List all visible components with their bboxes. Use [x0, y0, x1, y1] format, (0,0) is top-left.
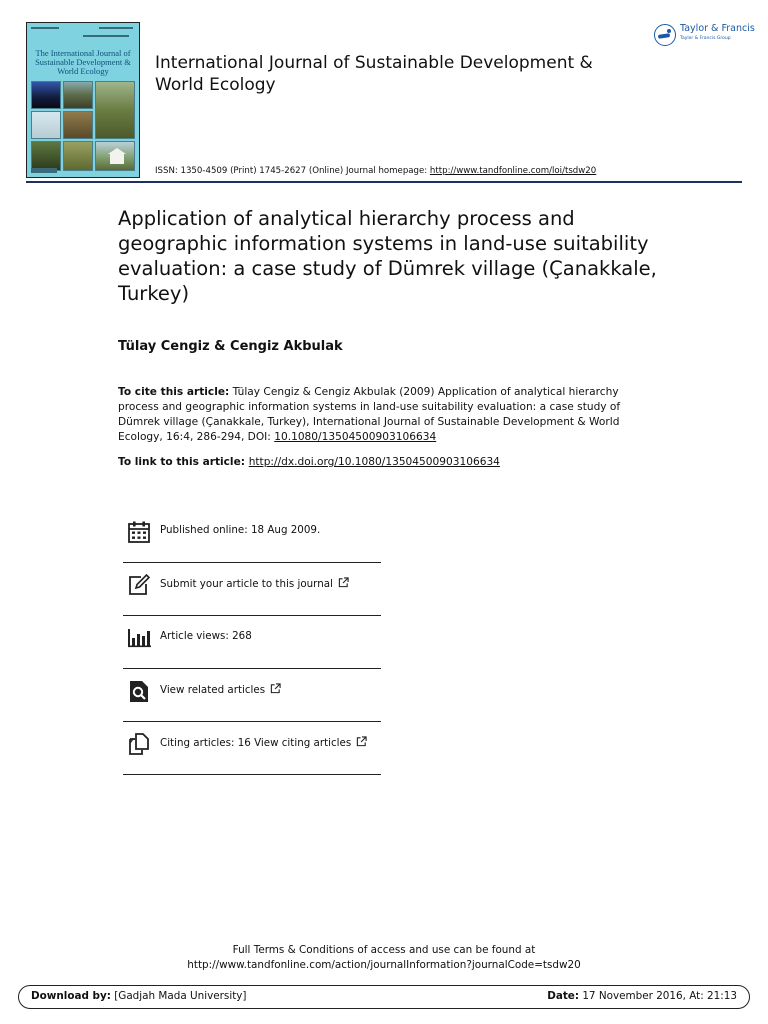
header-divider: [26, 181, 742, 183]
cover-decoration: [83, 35, 129, 37]
journal-cover-image: [26, 22, 140, 178]
download-value: [Gadjah Mada University]: [110, 990, 247, 1002]
related-articles-link[interactable]: [160, 683, 281, 696]
external-link-icon: [356, 736, 367, 747]
download-by: [31, 990, 247, 1002]
cover-photo: [31, 141, 61, 171]
article-title: Application of analytical hierarchy process and geographic information systems in land-use suitability evaluation: a case study of Dümrek village (Çanakkale, Turkey): [118, 207, 657, 305]
cite-label: To cite this article:: [118, 386, 230, 398]
cover-photo: [31, 111, 61, 139]
external-link-icon: [338, 577, 349, 588]
external-link-icon: [270, 683, 281, 694]
download-label: Download by:: [31, 990, 111, 1002]
hut-graphic: [110, 154, 124, 164]
cover-publisher-mark: [31, 168, 57, 173]
cover-photo: [63, 141, 93, 171]
cover-decoration: [31, 27, 59, 29]
submit-article-link[interactable]: [160, 577, 349, 590]
cover-photo: [31, 81, 61, 109]
published-online-item: [123, 510, 381, 563]
doi-link[interactable]: 10.1080/13504500903106634: [274, 431, 437, 443]
published-online-text: Published online: 18 Aug 2009.: [160, 524, 321, 536]
related-articles-label: View related articles: [160, 684, 266, 696]
cover-photo: [95, 141, 135, 171]
taylor-francis-logo-icon: [654, 24, 676, 46]
cover-photo: [95, 81, 135, 139]
submit-article-item[interactable]: [123, 563, 381, 616]
issn-line: [155, 166, 596, 176]
link-label: To link to this article:: [118, 456, 249, 468]
date-label: Date:: [547, 990, 580, 1002]
search-document-icon: [127, 679, 151, 703]
edit-icon: [127, 573, 151, 597]
article-authors: Tülay Cengiz & Cengiz Akbulak: [118, 339, 343, 354]
publisher-group: Taylor & Francis Group: [680, 36, 731, 41]
citing-articles-icon: [127, 732, 151, 756]
issn-text: ISSN: 1350-4509 (Print) 1745-2627 (Online) Journal homepage:: [155, 166, 430, 176]
related-articles-item[interactable]: [123, 669, 381, 722]
submit-article-label: Submit your article to this journal: [160, 578, 333, 590]
citing-articles-item[interactable]: [123, 722, 381, 775]
terms-line-1: Full Terms & Conditions of access and use can be found at: [232, 944, 536, 956]
citing-articles-label: Citing articles: 16 View citing articles: [160, 737, 352, 749]
bar-chart-icon: [127, 626, 151, 650]
article-doi-url-link[interactable]: http://dx.doi.org/10.1080/13504500903106634: [248, 456, 500, 468]
date-value: 17 November 2016, At: 21:13: [579, 990, 737, 1002]
cover-photo: [63, 111, 93, 139]
cover-decoration: [99, 27, 133, 29]
publisher-name: Taylor & Francis: [680, 23, 755, 34]
cite-text: Tülay Cengiz & Cengiz Akbulak (2009) Application of analytical hierarchy process and geographic information systems in land-use suitability evaluation: a case study of Dümrek village (Çanakkale, Turkey), International Journal of Sustainable Development & World Ecology, 16:4, 286-294, DOI:: [118, 386, 621, 443]
calendar-icon: [127, 520, 151, 544]
journal-homepage-link[interactable]: http://www.tandfonline.com/loi/tsdw20: [429, 166, 597, 176]
article-views-text: Article views: 268: [160, 630, 252, 642]
download-info-bar: [18, 985, 750, 1009]
cover-photo: [63, 81, 93, 109]
citing-articles-link[interactable]: [160, 736, 367, 749]
article-info-list: [123, 510, 381, 775]
download-date: [547, 990, 737, 1002]
article-views-item: [123, 616, 381, 669]
citation-block: [118, 385, 653, 445]
journal-title[interactable]: International Journal of Sustainable Development & World Ecology: [155, 53, 593, 95]
terms-notice: [0, 943, 768, 973]
cover-title: The International Journal of Sustainable Development & World Ecology: [35, 48, 131, 76]
publisher-logo[interactable]: [654, 22, 754, 48]
article-link-row: [118, 456, 500, 468]
terms-url[interactable]: http://www.tandfonline.com/action/journalInformation?journalCode=tsdw20: [187, 959, 581, 971]
